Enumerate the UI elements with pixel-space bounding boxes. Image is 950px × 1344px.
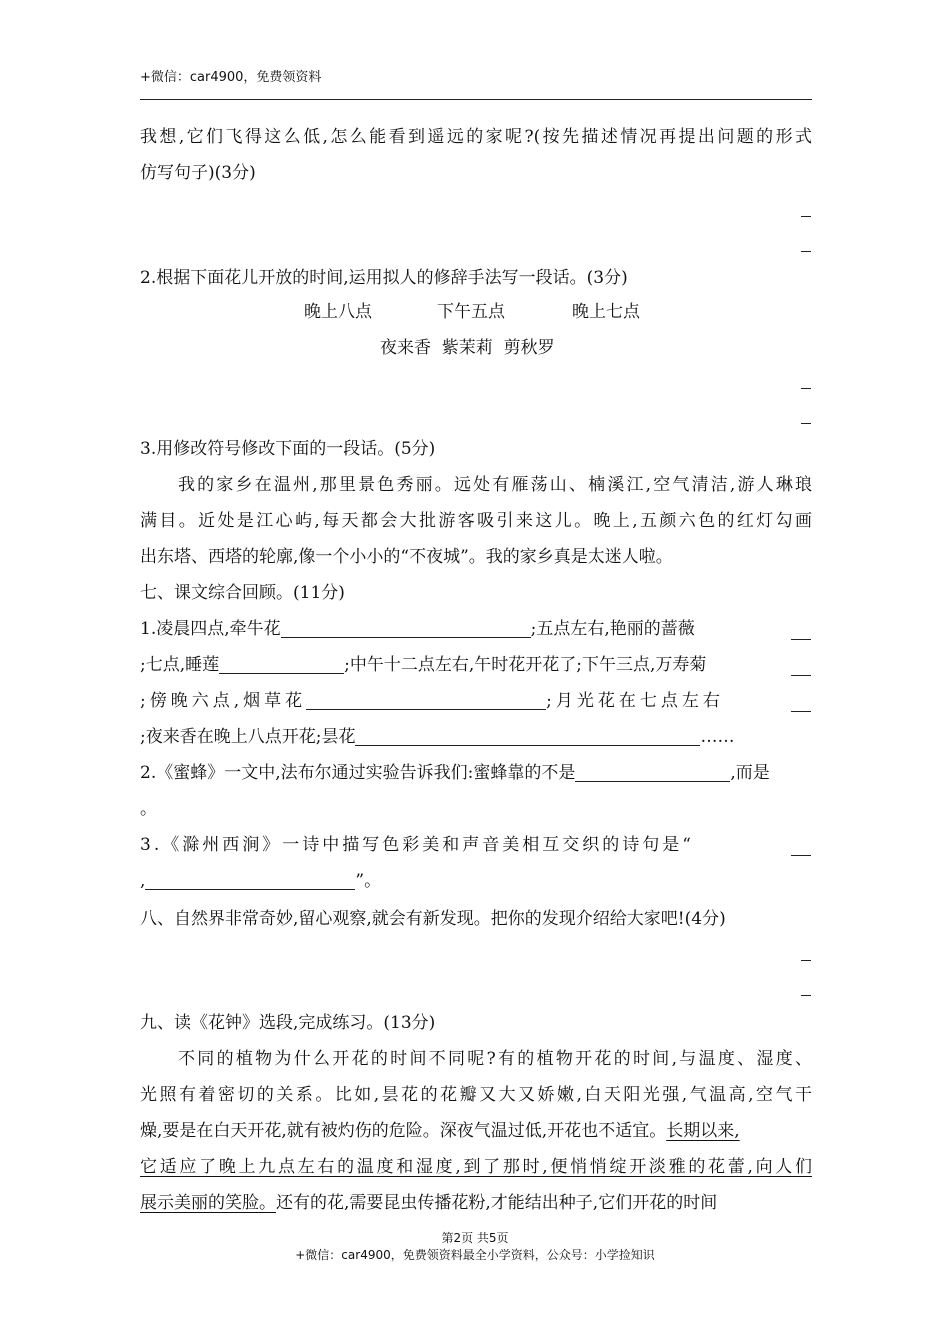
s9-text: 还有的花,需要昆虫传播花粉,才能结出种子,它们开花的时间 [276, 1193, 718, 1213]
time-label: 晚上七点 [572, 302, 640, 322]
answer-line[interactable] [801, 216, 811, 217]
answer-line[interactable] [801, 995, 811, 996]
s7-q2-text: 2.《蜜蜂》一文中,法布尔通过实验告诉我们:蜜蜂靠的不是 [140, 763, 576, 783]
q3-paragraph-line: 满目。近处是江心屿,每天都会大批游客吸引来这儿。晚上,五颜六色的红灯勾画 [140, 511, 812, 531]
s7-q1-line-4 [140, 724, 812, 750]
s9-text: 燥,要是在白天开花,就有被灼伤的危险。深夜气温过低,开花也不适宜。 [140, 1121, 667, 1141]
s7-q1-text: ;七点,睡莲 [140, 655, 220, 675]
fill-blank[interactable] [281, 617, 531, 638]
section-8-title: 八、自然界非常奇妙,留心观察,就会有新发现。把你的发现介绍给大家吧!(4分) [140, 909, 726, 929]
fill-blank[interactable] [355, 725, 700, 746]
time-label: 晚上八点 [304, 302, 372, 322]
s9-paragraph-line: 光照有着密切的关系。比如,昙花的花瓣又大又娇嫩,白天阳光强,气温高,空气干 [140, 1085, 812, 1105]
s7-q1-text: ;中午十二点左右,午时花开花了;下午三点,万寿菊 [344, 655, 707, 675]
s9-paragraph-line [140, 1190, 812, 1216]
section-9-title: 九、读《花钟》选段,完成练习。(13分) [140, 1013, 436, 1033]
q1-line-1: 我想,它们飞得这么低,怎么能看到遥远的家呢?(按先描述情况再提出问题的形式 [140, 127, 812, 147]
s7-q1-line-3 [140, 688, 812, 714]
fill-blank[interactable] [791, 655, 811, 676]
answer-line[interactable] [801, 388, 811, 389]
s9-paragraph-line: 不同的植物为什么开花的时间不同呢?有的植物开花的时间,与温度、湿度、 [178, 1049, 812, 1069]
s7-q1-text: ;月光花在七点左右 [546, 691, 724, 711]
q3-title: 3.用修改符号修改下面的一段话。(5分) [140, 439, 436, 459]
header-rule [140, 99, 812, 100]
s7-q3-text: 3.《滁州西涧》一诗中描写色彩美和声音美相互交织的诗句是“ [140, 835, 694, 855]
fill-blank[interactable] [145, 869, 355, 890]
page-header: +微信：car4900，免费领资料 [140, 70, 322, 85]
page-footer: +微信：car4900，免费领资料最全小学资料，公众号：小学捡知识 [295, 1248, 655, 1262]
s7-q2-line-2: 。 [140, 799, 157, 819]
page-number: 第2页 共5页 [441, 1231, 509, 1245]
s7-q3-line-1 [140, 832, 812, 858]
s7-q1-text: 1.凌晨四点,牵牛花 [140, 619, 281, 639]
fill-blank[interactable] [791, 835, 811, 856]
s7-q1-text: …… [700, 727, 735, 747]
s7-q3-text: ”。 [355, 871, 382, 891]
fill-blank[interactable] [791, 619, 811, 640]
q1-line-2: 仿写句子)(3分) [140, 163, 256, 183]
q3-paragraph-line: 我的家乡在温州,那里景色秀丽。远处有雁荡山、楠溪江,空气清洁,游人琳琅 [178, 475, 812, 495]
answer-line[interactable] [801, 960, 811, 961]
s9-underlined-text: 长期以来, [666, 1121, 740, 1141]
s7-q1-text: ;五点左右,艳丽的蔷薇 [530, 619, 695, 639]
s7-q2-line-1 [140, 760, 812, 786]
section-7-title: 七、课文综合回顾。(11分) [140, 583, 345, 603]
s7-q1-line-2 [140, 652, 812, 678]
fill-blank[interactable] [575, 761, 730, 782]
fill-blank[interactable] [306, 689, 546, 710]
s7-q1-text: ;傍晚六点,烟草花 [140, 691, 307, 711]
answer-line[interactable] [801, 251, 811, 252]
s7-q1-line-1 [140, 616, 812, 642]
fill-blank[interactable] [791, 691, 811, 712]
s9-underlined-text: 展示美丽的笑脸。 [140, 1193, 276, 1213]
flower-names: 夜来香 紫茉莉 剪秋罗 [380, 338, 555, 358]
answer-line[interactable] [801, 423, 811, 424]
q3-paragraph-line: 出东塔、西塔的轮廓,像一个小小的“不夜城”。我的家乡真是太迷人啦。 [140, 547, 673, 567]
q2-title: 2.根据下面花儿开放的时间,运用拟人的修辞手法写一段话。(3分) [140, 268, 628, 288]
s9-underlined-line: 它适应了晚上九点左右的温度和湿度,到了那时,便悄悄绽开淡雅的花蕾,向人们 [140, 1157, 812, 1177]
s7-q3-text: , [140, 871, 146, 891]
s7-q1-text: ;夜来香在晚上八点开花;昙花 [140, 727, 356, 747]
s7-q3-line-2 [140, 868, 812, 894]
s7-q2-text: ,而是 [730, 763, 770, 783]
s9-paragraph-line [140, 1118, 812, 1144]
time-label: 下午五点 [437, 302, 505, 322]
fill-blank[interactable] [219, 653, 344, 674]
